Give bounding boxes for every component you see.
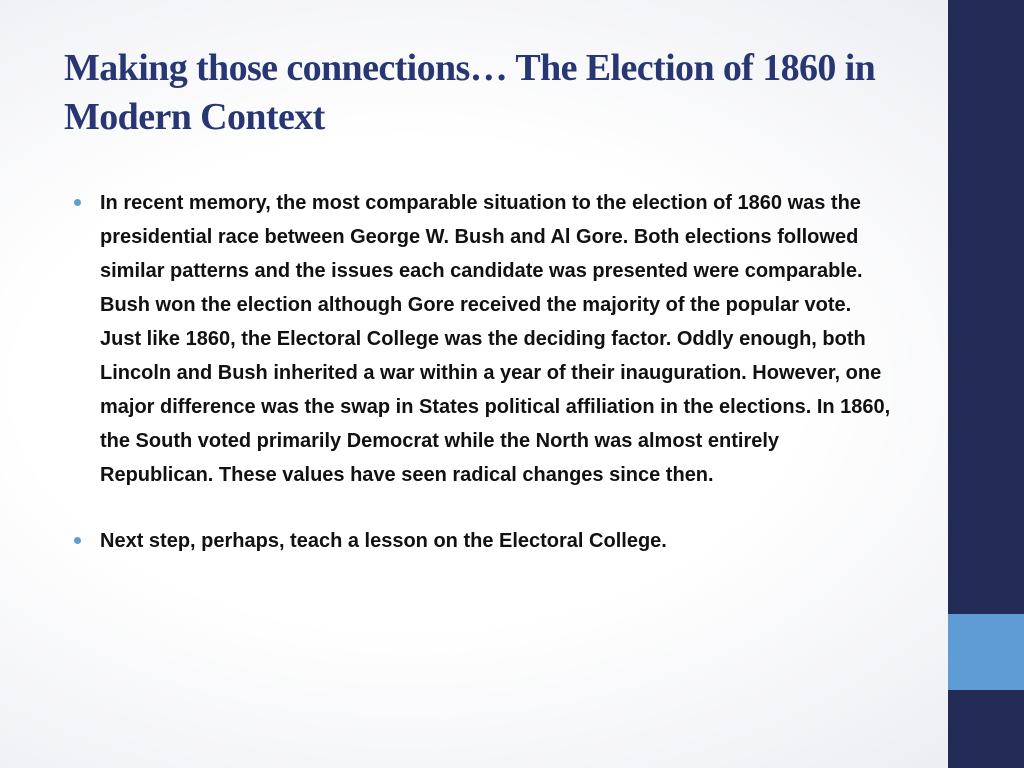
bullet-text: Next step, perhaps, teach a lesson on the Electoral College. <box>100 530 667 552</box>
sidebar-decoration <box>948 0 1024 768</box>
bullet-marker <box>74 537 81 544</box>
slide-title: Making those connections… The Election of 1860 in Modern Context <box>64 47 876 138</box>
bullet-item <box>74 186 896 492</box>
sidebar-accent-block <box>948 614 1024 690</box>
bullet-text: In recent memory, the most comparable situation to the election of 1860 was the presidential race between George W. Bush and Al Gore. Both elections followed similar patterns and the issues each candidate was presented were comparable. Bush won the election although Gore received the majority of the popular vote. Just like 1860, the Electoral College was the deciding factor. Oddly enough, both Lincoln and Bush inherited a war within a year of their inauguration. However, one major difference was the swap in States political affiliation in the elections. In 1860, the South voted primarily Democrat while the North was almost entirely Republican. These values have seen radical changes since then. <box>100 192 891 486</box>
bullet-item <box>74 524 896 558</box>
bullet-list <box>74 186 896 558</box>
bullet-marker <box>74 199 81 206</box>
